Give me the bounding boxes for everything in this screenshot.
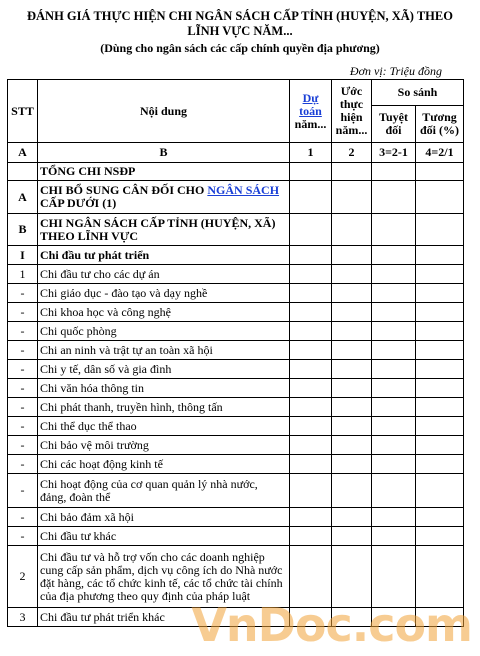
header-absolute: Tuyệt đối	[372, 106, 416, 143]
table-row: - Chi văn hóa thông tin	[8, 379, 464, 398]
table-row: - Chi bảo đảm xã hội	[8, 508, 464, 527]
table-row: - Chi thể dục thể thao	[8, 417, 464, 436]
code-row: A B 1 2 3=2-1 4=2/1	[8, 143, 464, 163]
table-row: - Chi bảo vệ môi trường	[8, 436, 464, 455]
table-row: - Chi hoạt động của cơ quan quản lý nhà nước, đảng, đoàn thể	[8, 474, 464, 508]
header-actual: Ước thực hiện năm...	[332, 80, 372, 143]
header-compare: So sánh	[372, 80, 464, 106]
table-row: - Chi giáo dục - đào tạo và dạy nghề	[8, 284, 464, 303]
budget-table	[7, 79, 464, 627]
estimate-link[interactable]: Dự toán	[299, 90, 322, 118]
title-line-1: ĐÁNH GIÁ THỰC HIỆN CHI NGÂN SÁCH CẤP TỈNH (HUYỆN, XÃ) THEO	[27, 9, 453, 23]
table-row: 1 Chi đầu tư cho các dự án	[8, 265, 464, 284]
table-row: - Chi quốc phòng	[8, 322, 464, 341]
document-title	[0, 9, 480, 39]
header-estimate	[290, 80, 332, 143]
table-row: A CHI BỔ SUNG CÂN ĐỐI CHO NGÂN SÁCH CẤP DƯỚI (1)	[8, 181, 464, 214]
table-row: TỔNG CHI NSĐP	[8, 163, 464, 181]
budget-link[interactable]: NGÂN SÁCH	[207, 183, 280, 197]
table-row: - Chi các hoạt động kinh tế	[8, 455, 464, 474]
table-row: - Chi y tế, dân số và gia đình	[8, 360, 464, 379]
header-row-1	[8, 80, 464, 106]
table-row: B CHI NGÂN SÁCH CẤP TỈNH (HUYỆN, XÃ) THEO LĨNH VỰC	[8, 214, 464, 246]
estimate-year: năm...	[294, 116, 327, 131]
document-subtitle: (Dùng cho ngân sách các cấp chính quyền địa phương)	[100, 41, 380, 55]
header-stt: STT	[8, 80, 38, 143]
title-line-2: LĨNH VỰC NĂM...	[187, 24, 293, 38]
watermark-logo: VnDoc.com	[191, 598, 472, 652]
table-row: 2 Chi đầu tư và hỗ trợ vốn cho các doanh nghiệp cung cấp sản phẩm, dịch vụ công ích do Nhà nước đặt hàng, các tổ chức kinh tế, các tổ chức tài chính của địa phương theo quy định của pháp luật	[8, 546, 464, 608]
header-content: Nội dung	[38, 80, 290, 143]
table-row: - Chi đầu tư khác	[8, 527, 464, 546]
table-row: - Chi phát thanh, truyền hình, thông tấn	[8, 398, 464, 417]
table-row: - Chi khoa học và công nghệ	[8, 303, 464, 322]
table-row: 3 Chi đầu tư phát triển khác	[8, 608, 464, 627]
table-row: I Chi đầu tư phát triển	[8, 246, 464, 265]
unit-label: Đơn vị: Triệu đồng	[349, 64, 442, 78]
table-row: - Chi an ninh và trật tự an toàn xã hội	[8, 341, 464, 360]
row-supplement-content: CHI BỔ SUNG CÂN ĐỐI CHO NGÂN SÁCH CẤP DƯỚI (1)	[38, 181, 290, 214]
header-relative: Tương đối (%)	[416, 106, 464, 143]
